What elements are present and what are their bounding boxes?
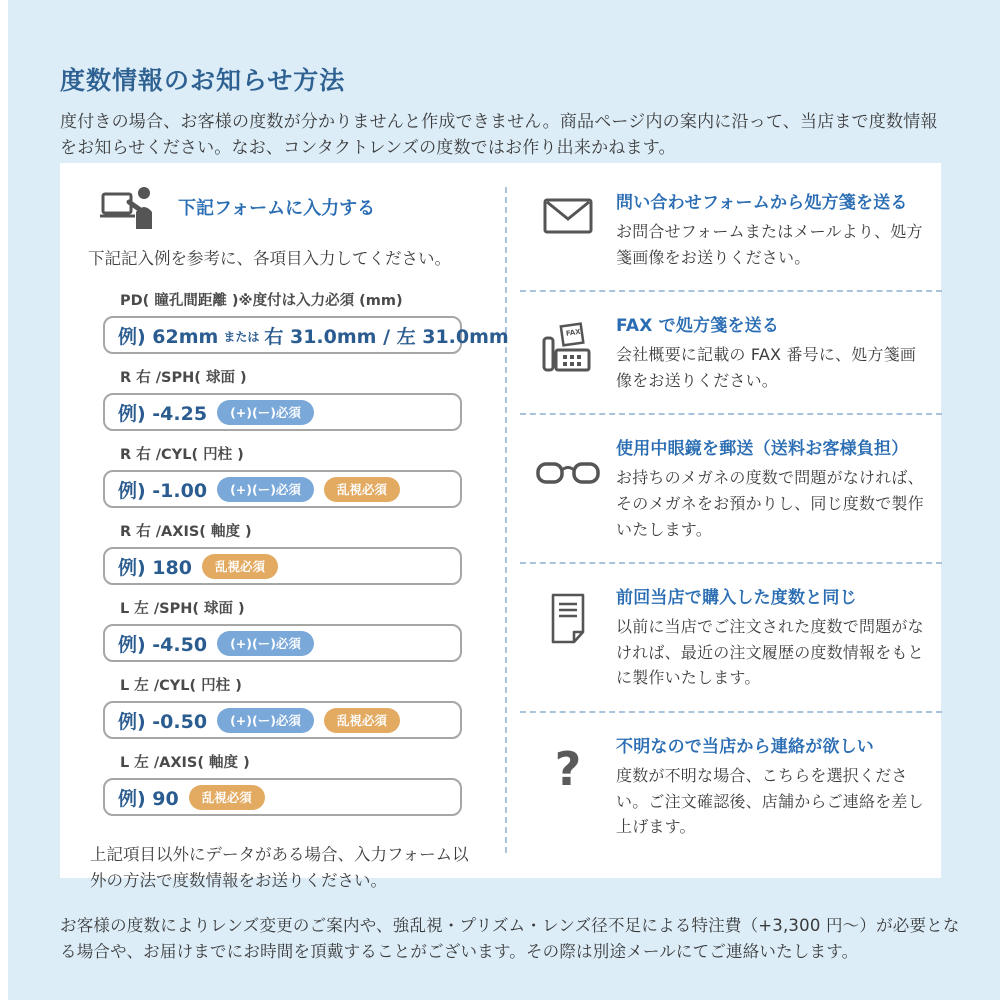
field-label-l-sph: L 左 /SPH( 球面 ) <box>120 601 245 617</box>
form-footnote: 上記項目以外にデータがある場合、入力フォーム以外の方法で度数情報をお送りください。 <box>90 845 469 891</box>
question-icon <box>520 732 616 840</box>
method-unknown-contact <box>520 711 942 860</box>
example-value: 例) -4.50 <box>118 633 208 656</box>
form-heading-row <box>100 185 492 229</box>
astigmatism-required-badge: 乱視必須 <box>202 554 278 579</box>
footer-note: お客様の度数によりレンズ変更のご案内や、強乱視・プリズム・レンズ径不足による特注費（+3,300 円～）が必要となる場合や、お届けまでにお時間を頂戴することがございます。その際は別途メールにてご連絡いたします。 <box>60 915 960 961</box>
method-title: FAX で処方箋を送る <box>616 316 780 337</box>
example-value: 例) -1.00 <box>118 479 208 502</box>
fax-icon-label: FAX <box>565 328 582 338</box>
field-example-l-cyl <box>103 701 462 739</box>
field-example-r-axis <box>103 547 462 585</box>
field-label-r-sph: R 右 /SPH( 球面 ) <box>120 370 247 386</box>
fax-icon <box>520 311 616 393</box>
plus-minus-required-badge: (+)(ー)必須 <box>217 477 314 502</box>
method-body: 以前に当店でご注文された度数で問題がなければ、最近の注文履歴の度数情報をもとに製作いたします。 <box>616 617 924 688</box>
field-label-l-axis: L 左 /AXIS( 軸度 ) <box>120 755 250 771</box>
example-value: 例) 180 <box>118 556 192 579</box>
example-value: 例) -4.25 <box>118 402 208 425</box>
field-label-l-cyl: L 左 /CYL( 円柱 ) <box>120 678 242 694</box>
field-example-r-sph <box>103 393 462 431</box>
example-value: 例) 90 <box>118 787 179 810</box>
envelope-icon <box>520 188 616 270</box>
intro-text: 度付きの場合、お客様の度数が分かりませんと作成できません。商品ページ内の案内に沿って、当店まで度数情報をお知らせください。なお、コンタクトレンズの度数ではお作り出来かねます。 <box>60 112 938 159</box>
form-column <box>88 185 509 895</box>
example-or-text: または <box>223 329 260 344</box>
methods-column <box>520 169 942 860</box>
method-mail-glasses <box>520 413 942 562</box>
document-icon <box>520 583 616 691</box>
method-title: 前回当店で購入した度数と同じ <box>616 588 857 609</box>
method-title: 不明なので当店から連絡が欲しい <box>616 736 874 757</box>
field-label-pd: PD( 瞳孔間距離 )※度付は入力必須 (mm) <box>120 293 403 309</box>
method-title: 問い合わせフォームから処方箋を送る <box>616 193 908 213</box>
field-example-l-sph <box>103 624 462 662</box>
form-note: 下記記入例を参考に、各項目入力してください。 <box>88 249 451 268</box>
method-text <box>616 311 942 393</box>
field-label-r-axis: R 右 /AXIS( 軸度 ) <box>120 524 252 540</box>
column-divider <box>505 187 507 853</box>
form-heading: 下記フォームに入力する <box>178 198 376 219</box>
glasses-icon <box>520 434 616 542</box>
method-title: 使用中眼鏡を郵送（送料お客様負担） <box>616 439 909 460</box>
example-value: 例) 62mm <box>118 325 219 348</box>
example-value-rest: 右 31.0mm / 左 31.0mm <box>264 325 509 348</box>
method-body: お問合せフォームまたはメールより、処方箋画像をお送りください。 <box>616 222 923 267</box>
page-title: 度数情報のお知らせ方法 <box>60 65 346 95</box>
method-body: 度数が不明な場合、こちらを選択ください。ご注文確認後、店舗からご連絡を差し上げます。 <box>616 765 924 837</box>
form-input-icon <box>100 185 156 229</box>
method-text <box>616 434 942 542</box>
astigmatism-required-badge: 乱視必須 <box>324 477 400 502</box>
field-label-r-cyl: R 右 /CYL( 円柱 ) <box>120 447 244 463</box>
plus-minus-required-badge: (+)(ー)必須 <box>217 400 314 425</box>
method-body: 会社概要に記載の FAX 番号に、処方箋画像をお送りください。 <box>616 345 917 390</box>
question-glyph: ? <box>554 741 582 796</box>
method-previous-order <box>520 562 942 711</box>
field-example-l-axis <box>103 778 462 816</box>
plus-minus-required-badge: (+)(ー)必須 <box>217 708 314 733</box>
example-value: 例) -0.50 <box>118 710 208 733</box>
field-example-r-cyl <box>103 470 462 508</box>
method-fax <box>520 290 942 413</box>
plus-minus-required-badge: (+)(ー)必須 <box>217 631 314 656</box>
method-contact-form <box>520 169 942 290</box>
astigmatism-required-badge: 乱視必須 <box>189 785 265 810</box>
field-example-pd <box>103 316 509 354</box>
method-text <box>616 583 942 691</box>
astigmatism-required-badge: 乱視必須 <box>324 708 400 733</box>
method-body: お持ちのメガネの度数で問題がなければ、そのメガネをお預かりし、同じ度数で製作いたします。 <box>616 468 924 539</box>
method-text <box>616 732 942 840</box>
content-panel <box>60 163 941 891</box>
method-text <box>616 188 942 270</box>
